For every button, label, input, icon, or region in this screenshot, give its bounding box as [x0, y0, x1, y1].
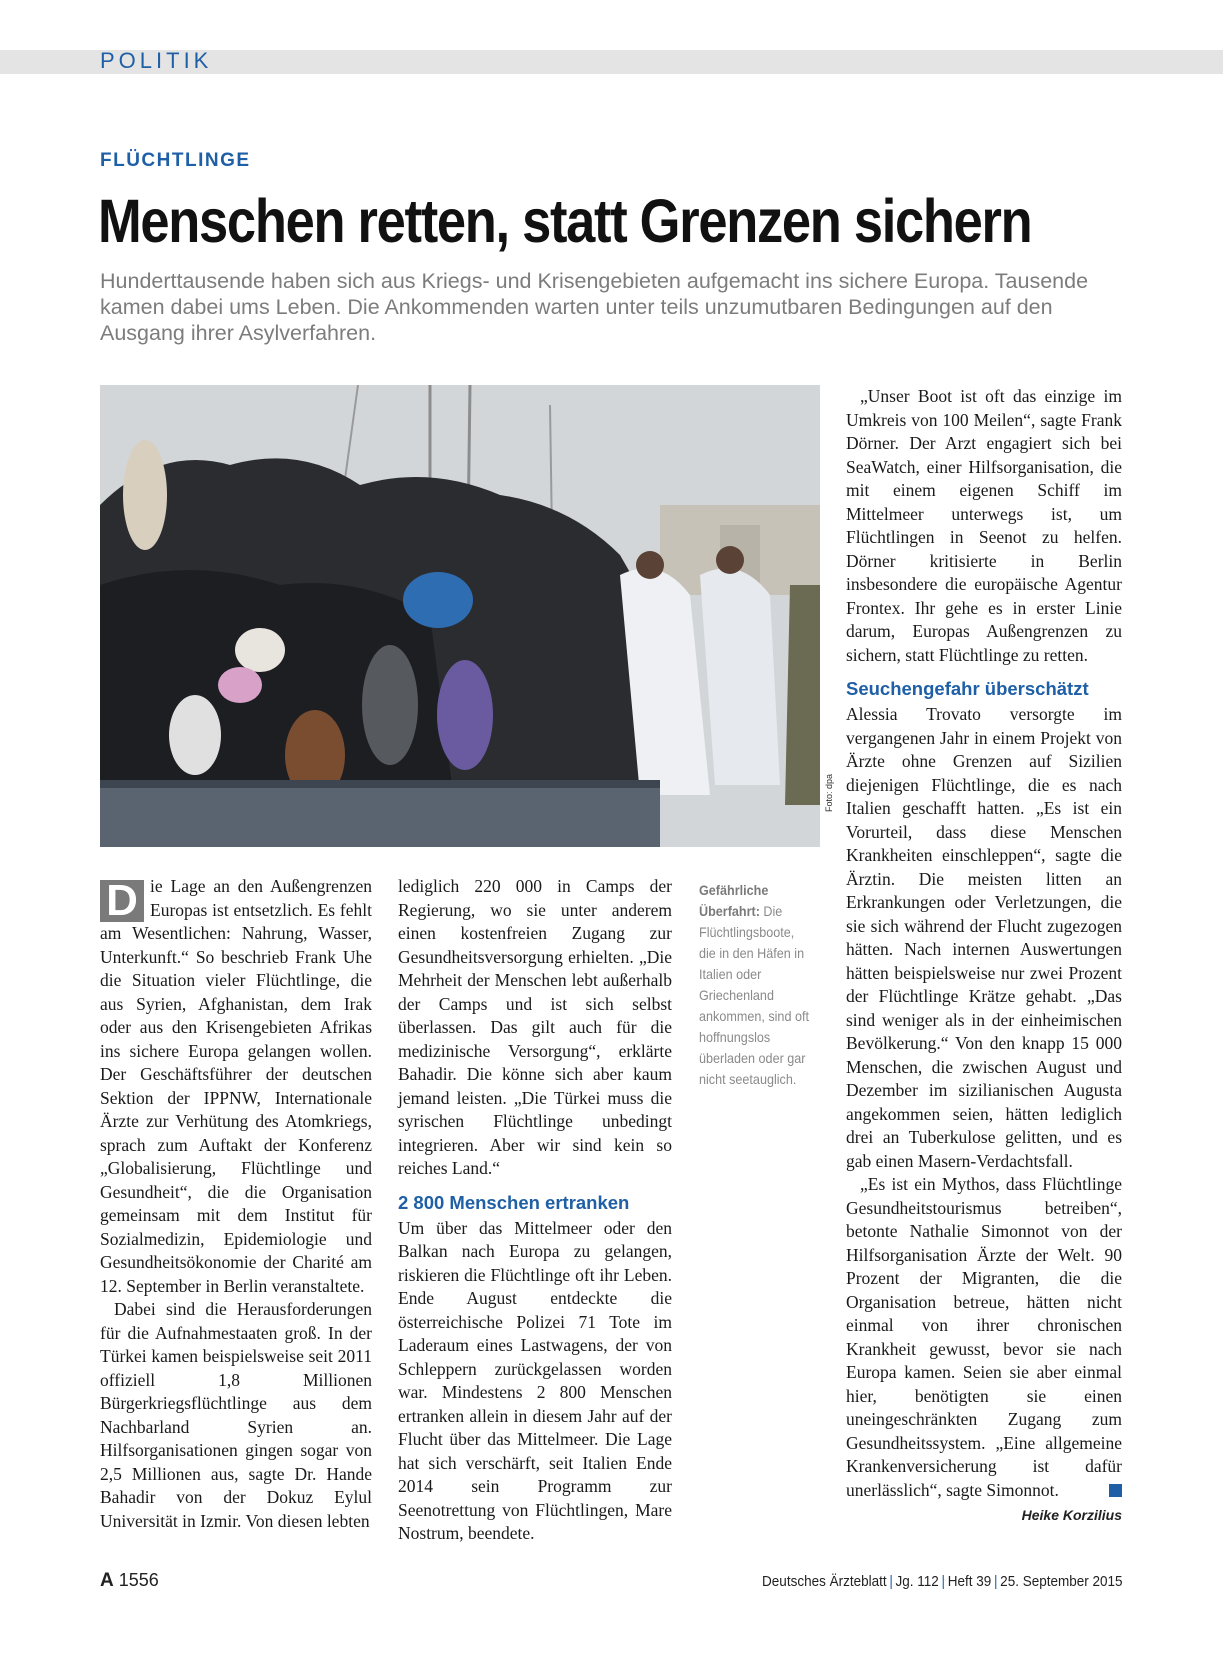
page-number-value: 1556 — [118, 1570, 159, 1590]
separator: | — [994, 1573, 998, 1590]
issue-date: 25. September 2015 — [1000, 1573, 1123, 1590]
article-column-2 — [398, 875, 672, 1546]
section-label: POLITIK — [100, 48, 213, 73]
paragraph: Alessia Trovato versorgte im vergangenen Jahr in einem Projekt von Ärzte ohne Grenzen auf Sizilien diejenigen Flüchtlinge, die es nach Italien geschafft hatten. „Es ist ein Vorurteil, dass diese Menschen Krankheiten einschleppen“, sagte die Ärztin. Die meisten litten an Erkrankungen oder Verletzungen, die sie sich während der Flucht zugezogen hätten. Nach internen Auswertungen hätten beispielsweise nur zwei Prozent der Flüchtlinge Krätze gehabt. „Das sind weniger als in der einheimischen Bevölkerung.“ Von den knapp 15 000 Menschen, die zwischen August und Dezember im sizilianischen Augusta angekommen seien, hätten lediglich drei an Tuberkulose gelitten, und es gab einen Masern-Verdachtsfall. — [846, 704, 1122, 1171]
separator: | — [941, 1573, 946, 1590]
article-photo — [100, 385, 820, 847]
caption-title: Gefährliche Überfahrt: — [699, 882, 769, 919]
end-mark-icon — [1109, 1484, 1122, 1497]
paragraph: ie Lage an den Außengrenzen Europas ist entsetzlich. Es fehlt am Wesentlichen: Nahrung, Wasser, Unterkunft.“ So beschrieb Frank Uhe die Situation vieler Flüchtlinge, die aus Syrien, Afghanistan, dem Irak oder aus den Krisengebieten Afrikas ins sichere Europa gelangen wollen. Der Geschäftsführer der deutschen Sektion der IPPNW, Internationale Ärzte zur Verhütung des Atomkriegs, sprach zum Auftakt der Konferenz „Globalisierung, Flüchtlinge und Gesundheit“, die die Organisation gemeinsam mit dem Institut für Sozialmedizin, Epidemiologie und Gesundheitsökonomie der Charité am 12. September in Berlin veranstaltete. — [100, 876, 372, 1296]
article-column-3 — [846, 385, 1122, 1528]
paragraph: lediglich 220 000 in Camps der Regierung, wo sie unter anderem einen kostenfreien Zugang zur Gesundheitsversorgung erhielten. „Die Mehrheit der Menschen lebt außerhalb der Camps und ist sich selbst überlassen. Das gilt auch für die medizinische Versorgung“, erklärte Bahadir. Die könne sich aber kaum jemand leisten. „Die Türkei muss die syrischen Flüchtlinge unbedingt integrieren. Aber wir sind kein so reiches Land.“ — [398, 876, 672, 1178]
separator: | — [889, 1573, 894, 1590]
paragraph: Dabei sind die Herausforderungen für die Aufnahmestaaten groß. In der Türkei kamen beispielsweise seit 2011 offiziell 1,8 Millionen Bürgerkriegsflüchtlinge aus dem Nachbarland Syrien an. Hilfsorganisationen gingen sogar von 2,5 Millionen aus, sagte Dr. Hande Bahadir von der Dokuz Eylul Universität in Izmir. Von diesen lebten — [100, 1299, 372, 1531]
footer-citation — [763, 1573, 1123, 1590]
photo-caption — [699, 880, 814, 1090]
photo-credit: Foto: dpa — [824, 773, 834, 812]
article-headline: Menschen retten, statt Grenzen sichern — [98, 187, 1032, 255]
paragraph: Um über das Mittelmeer oder den Balkan nach Europa zu gelangen, riskieren die Flüchtlinge oft ihr Leben. Ende August entdeckte die österreichische Polizei 71 Tote im Laderaum eines Lastwagens, der von Schleppern zurückgelassen worden war. Mindestens 2 800 Menschen ertranken allein in diesem Jahr auf der Flucht über das Mittelmeer. Die Lage hat sich verschärft, seit Italien Ende 2014 sein Programm zur Seenotrettung von Flüchtlingen, Mare Nostrum, beendete. — [398, 1217, 672, 1543]
article-kicker: FLÜCHTLINGE — [100, 150, 251, 171]
author: Heike Korzilius — [1021, 1507, 1122, 1523]
subheading: Seuchengefahr überschätzt — [846, 678, 1089, 699]
article-lead: Hunderttausende haben sich aus Kriegs- und Krisengebieten aufgemacht ins sichere Europa. Tausende kamen dabei ums Leben. Die Ankommenden warten unter teils unzumutbaren Bedingungen auf den Ausgang ihrer Asylverfahren. — [100, 269, 1089, 345]
drop-cap: D — [100, 880, 144, 922]
volume: Jg. 112 — [896, 1573, 940, 1590]
caption-text: Die Flüchtlingsboote, die in den Häfen in Italien oder Griechenland ankommen, sind oft hoffnungslos überladen oder gar nicht seetauglich. — [699, 903, 809, 1087]
paragraph-text: „Es ist ein Mythos, dass Flüchtlinge Gesundheitstourismus betreiben“, betonte Nathalie Simonnot von der Hilfsorganisation Ärzte der Welt. 90 Prozent der Migranten, die die Organisation betreue, hätten nicht einmal von ihrer chronischen Krankheit gewusst, bevor sie nach Europa kamen. Seien sie aber einmal hier, benötigten sie einen uneingeschränkten Zugang zum Gesundheitssystem. „Eine allgemeine Krankenversicherung ist dafür unerlässlich“, sagte Simonnot. — [846, 1174, 1122, 1500]
publication-name: Deutsches Ärzteblatt — [762, 1573, 888, 1590]
refugee-boat-photo — [100, 385, 820, 847]
page-number — [100, 1570, 159, 1592]
subheading: 2 800 Menschen ertranken — [398, 1191, 630, 1213]
article-column-1 — [100, 875, 372, 1533]
paragraph — [846, 1173, 1122, 1502]
issue: Heft 39 — [948, 1573, 992, 1590]
page-prefix: A — [100, 1570, 114, 1591]
paragraph: „Unser Boot ist oft das einzige im Umkreis von 100 Meilen“, sagte Frank Dörner. Der Arzt engagiert sich bei SeaWatch, einer Hilfsorganisation, die mit einem eigenen Schiff im Mittelmeer unterwegs ist, um Flüchtlingen in Seenot zu helfen. Dörner kritisierte in Berlin insbesondere die europäische Agentur Frontex. Ihr gehe es in erster Linie darum, Europas Außengrenzen zu sichern, statt Flüchtlinge zu retten. — [846, 386, 1122, 665]
